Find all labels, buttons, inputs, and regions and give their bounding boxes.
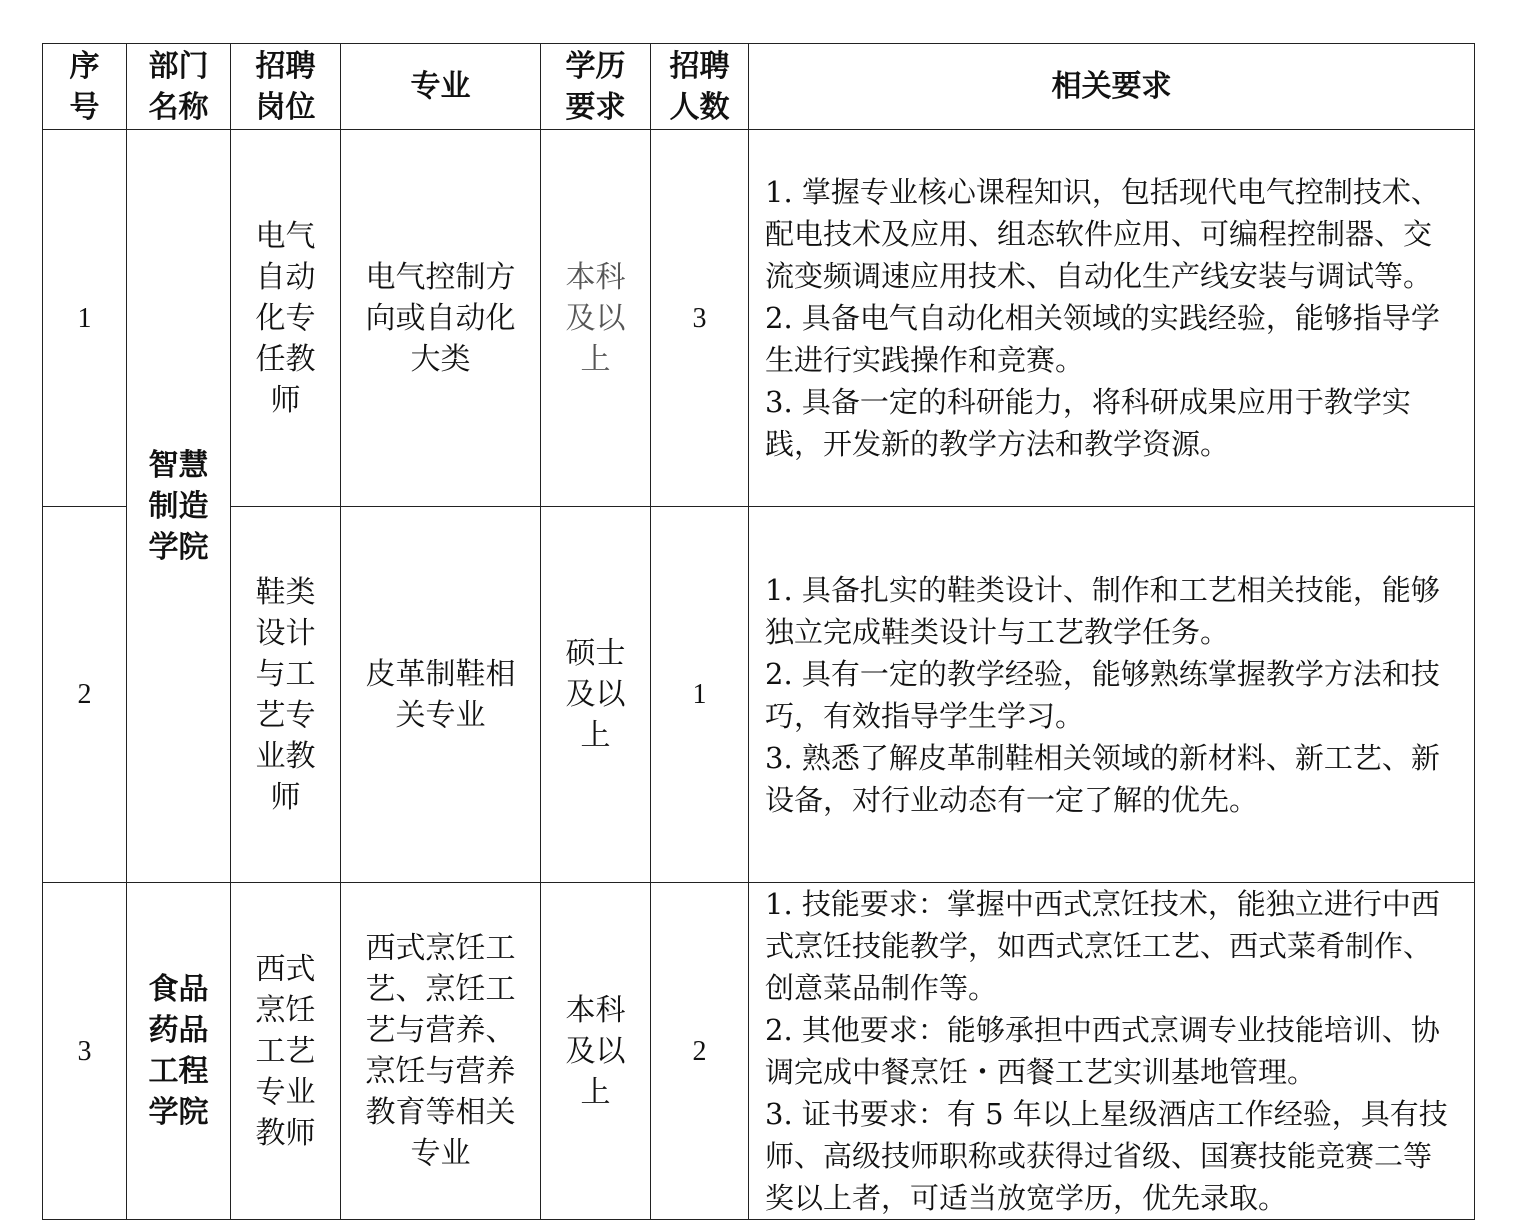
requirements-cell: [749, 883, 1475, 1220]
position-cell: 鞋类设计与工艺专业教师: [231, 507, 341, 883]
requirement-item: 2. 其他要求：能够承担中西式烹调专业技能培训、协调完成中餐烹饪・西餐工艺实训基地管理。: [765, 1013, 1440, 1089]
education-cell: 本科及以上: [541, 883, 651, 1220]
header-major: 专业: [341, 44, 541, 130]
row-index: 2: [43, 507, 127, 883]
requirement-item: 1. 掌握专业核心课程知识，包括现代电气控制技术、配电技术及应用、组态软件应用、可编程控制器、交流变频调速应用技术、自动化生产线安装与调试等。: [765, 175, 1440, 293]
department-cell: 食品药品工程学院: [127, 883, 231, 1220]
major-cell: 皮革制鞋相关专业: [341, 507, 541, 883]
requirement-item: 3. 熟悉了解皮革制鞋相关领域的新材料、新工艺、新设备，对行业动态有一定了解的优先。: [765, 740, 1440, 817]
table-row: [43, 507, 1475, 883]
header-count: 招聘人数: [651, 44, 749, 130]
position-cell: 西式烹饪工艺专业教师: [231, 883, 341, 1220]
count-cell: 3: [651, 130, 749, 507]
education-cell: 本科及以上: [541, 130, 651, 507]
header-row: [43, 44, 1475, 130]
requirement-item: 3. 证书要求：有 5 年以上星级酒店工作经验，具有技师、高级技师职称或获得过省级、国赛技能竞赛二等奖以上者，可适当放宽学历，优先录取。: [765, 1097, 1448, 1215]
requirement-item: 1. 具备扎实的鞋类设计、制作和工艺相关技能，能够独立完成鞋类设计与工艺教学任务。: [765, 572, 1440, 649]
table-row: [43, 130, 1475, 507]
requirement-item: 2. 具有一定的教学经验，能够熟练掌握教学方法和技巧，有效指导学生学习。: [765, 656, 1440, 733]
header-department: 部门名称: [127, 44, 231, 130]
department-cell: 智慧制造学院: [127, 130, 231, 883]
header-index: 序号: [43, 44, 127, 130]
major-cell: 电气控制方向或自动化大类: [341, 130, 541, 507]
requirements-cell: [749, 130, 1475, 507]
education-cell: 硕士及以上: [541, 507, 651, 883]
requirement-item: 2. 具备电气自动化相关领域的实践经验，能够指导学生进行实践操作和竞赛。: [765, 301, 1440, 377]
position-cell: 电气自动化专任教师: [231, 130, 341, 507]
count-cell: 2: [651, 883, 749, 1220]
table-row: [43, 883, 1475, 1220]
header-position: 招聘岗位: [231, 44, 341, 130]
requirements-cell: [749, 507, 1475, 883]
header-education: 学历要求: [541, 44, 651, 130]
header-requirements: 相关要求: [749, 44, 1475, 130]
row-index: 3: [43, 883, 127, 1220]
count-cell: 1: [651, 507, 749, 883]
requirement-item: 3. 具备一定的科研能力，将科研成果应用于教学实践，开发新的教学方法和教学资源。: [765, 385, 1411, 461]
requirement-item: 1. 技能要求：掌握中西式烹饪技术，能独立进行中西式烹饪技能教学，如西式烹饪工艺、西式菜肴制作、创意菜品制作等。: [765, 887, 1440, 1005]
row-index: 1: [43, 130, 127, 507]
recruitment-table: [42, 43, 1475, 1220]
major-cell: 西式烹饪工艺、烹饪工艺与营养、烹饪与营养教育等相关专业: [341, 883, 541, 1220]
